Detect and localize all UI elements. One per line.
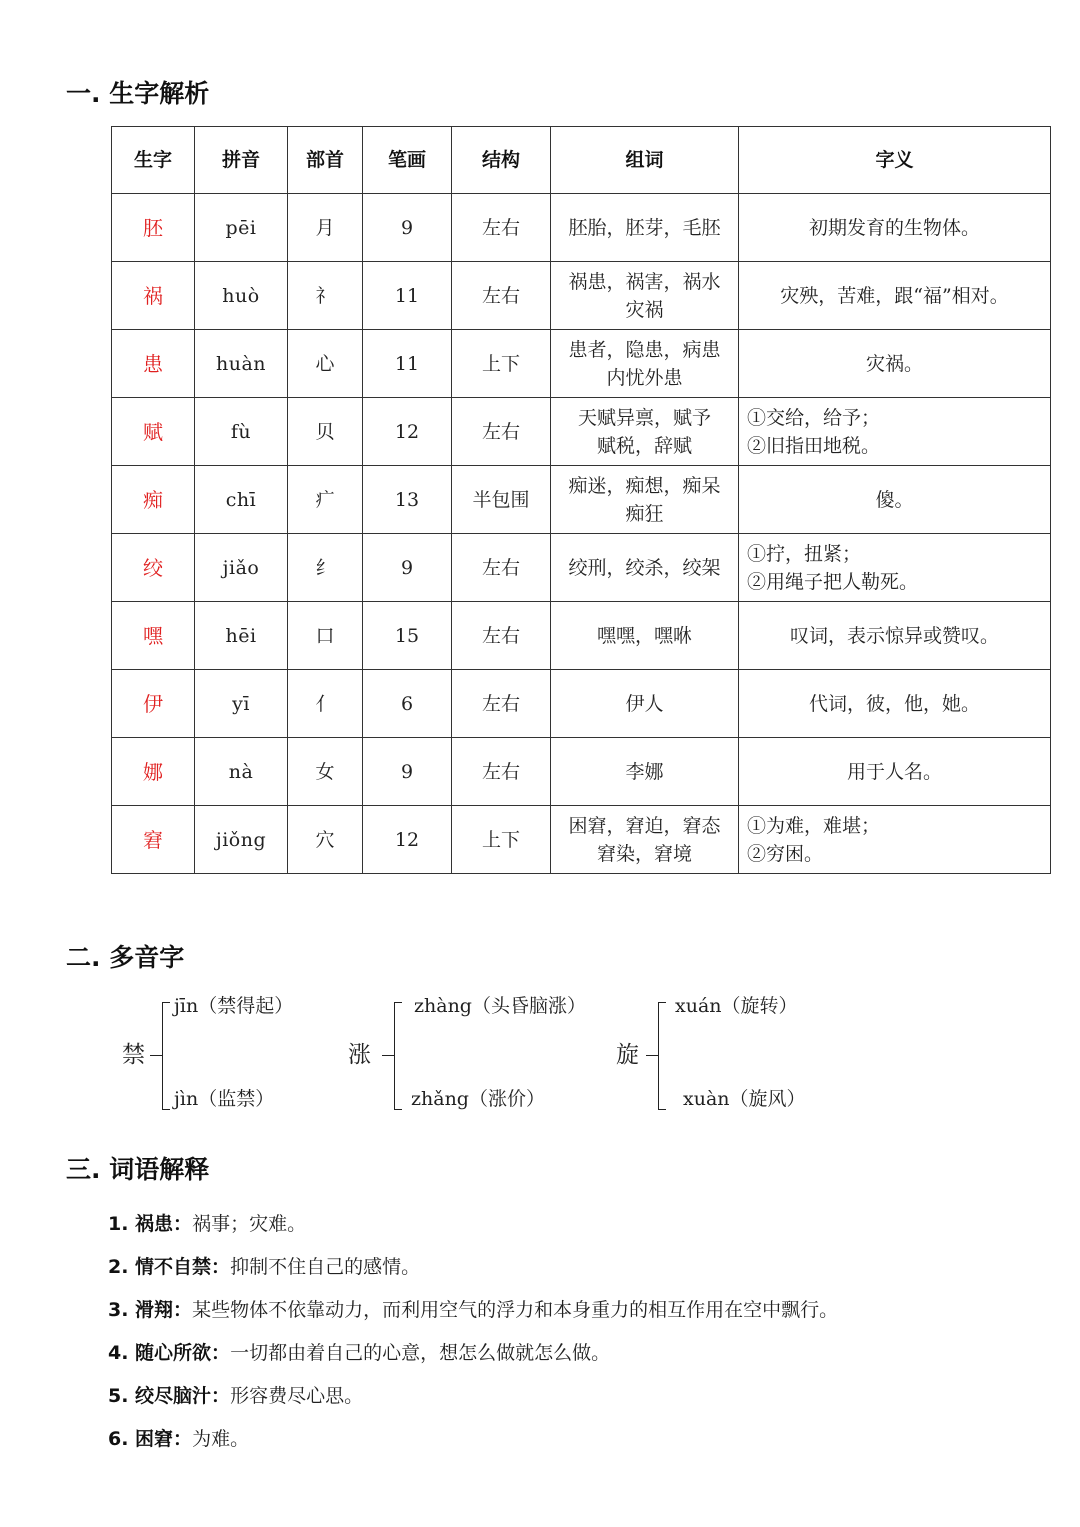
structure-cell: 上下 [452,330,551,398]
char-cell: 胚 [112,194,195,262]
structure-cell: 左右 [452,262,551,330]
word-line: 窘染，窘境 [596,842,692,865]
word-line: 伊人 [625,692,664,715]
meaning-line: ①拧，扭紧； [747,542,862,565]
polyphonic-reading: jīn（禁得起） [174,995,294,1017]
vocabulary-definition: 某些物体不依靠动力，而利用空气的浮力和本身重力的相互作用在空中飘行。 [192,1299,839,1321]
vocabulary-term: 4. 随心所欲： [108,1342,231,1364]
strokes-cell: 9 [363,534,452,602]
radical-cell: 贝 [288,398,363,466]
vocabulary-item [108,1418,838,1461]
vocabulary-item [108,1375,838,1418]
char-cell: 祸 [112,262,195,330]
radical-cell: 月 [288,194,363,262]
radical-cell: 礻 [288,262,363,330]
word-line: 祸患，祸害，祸水 [568,270,721,293]
meaning-cell [739,602,1051,670]
char-cell: 窘 [112,806,195,874]
meaning-line: 代词，彼，他，她。 [808,692,980,715]
meaning-cell [739,534,1051,602]
table-header-row [112,127,1051,194]
words-cell [551,398,739,466]
structure-cell: 半包围 [452,466,551,534]
meaning-line: ②用绳子把人勒死。 [747,570,919,593]
words-cell [551,738,739,806]
polyphonic-reading: jìn（监禁） [174,1088,275,1110]
radical-cell: 心 [288,330,363,398]
word-line: 困窘，窘迫，窘态 [568,814,721,837]
header-char: 生字 [112,127,195,194]
meaning-line: ①交给，给予； [747,406,881,429]
structure-cell: 左右 [452,602,551,670]
section-title-vocabulary: 三. 词语解释 [66,1155,210,1184]
strokes-cell: 6 [363,670,452,738]
brace [162,1002,170,1110]
brace-tick [150,1055,162,1056]
words-cell [551,602,739,670]
strokes-cell: 12 [363,398,452,466]
table-row [112,330,1051,398]
strokes-cell: 15 [363,602,452,670]
table-body [112,194,1051,874]
table-row [112,806,1051,874]
word-line: 内忧外患 [606,366,683,389]
meaning-line: 叹词，表示惊异或赞叹。 [789,624,999,647]
polyphonic-group [616,990,836,1115]
header-words: 组词 [551,127,739,194]
meaning-cell [739,398,1051,466]
polyphonic-group [348,990,608,1115]
pinyin-cell: hēi [195,602,288,670]
pinyin-cell: huò [195,262,288,330]
table-row [112,398,1051,466]
table-row [112,670,1051,738]
char-cell: 嘿 [112,602,195,670]
char-cell: 患 [112,330,195,398]
meaning-cell [739,738,1051,806]
char-cell: 娜 [112,738,195,806]
vocabulary-item [108,1289,838,1332]
vocabulary-item [108,1246,838,1289]
vocabulary-definition: 为难。 [192,1428,250,1450]
meaning-line: ①为难，难堪； [747,814,881,837]
word-line: 胚胎，胚芽，毛胚 [568,216,721,239]
polyphonic-reading: xuán（旋转） [675,995,798,1017]
structure-cell: 上下 [452,806,551,874]
vocabulary-item [108,1332,838,1375]
word-line: 李娜 [625,760,664,783]
word-line: 绞刑，绞杀，绞架 [568,556,721,579]
word-line: 嘿嘿，嘿咻 [596,624,692,647]
pinyin-cell: jiǎo [195,534,288,602]
strokes-cell: 9 [363,194,452,262]
polyphonic-char: 旋 [616,1042,639,1068]
word-line: 患者，隐患，病患 [568,338,721,361]
meaning-cell [739,806,1051,874]
polyphonic-char: 涨 [348,1042,371,1068]
word-line: 灾祸 [625,298,664,321]
word-line: 痴迷，痴想，痴呆 [568,474,721,497]
structure-cell: 左右 [452,670,551,738]
meaning-cell [739,262,1051,330]
vocabulary-item [108,1203,838,1246]
table-row [112,602,1051,670]
vocabulary-term: 1. 祸患： [108,1213,193,1235]
meaning-line: 灾祸。 [865,352,923,375]
radical-cell: 疒 [288,466,363,534]
brace-tick [382,1055,394,1056]
table-row [112,466,1051,534]
radical-cell: 亻 [288,670,363,738]
structure-cell: 左右 [452,738,551,806]
header-meaning: 字义 [739,127,1051,194]
pinyin-cell: fù [195,398,288,466]
radical-cell: 女 [288,738,363,806]
radical-cell: 口 [288,602,363,670]
pinyin-cell: chī [195,466,288,534]
words-cell [551,534,739,602]
strokes-cell: 9 [363,738,452,806]
strokes-cell: 11 [363,330,452,398]
pinyin-cell: nà [195,738,288,806]
meaning-cell [739,194,1051,262]
char-cell: 赋 [112,398,195,466]
structure-cell: 左右 [452,398,551,466]
pinyin-cell: huàn [195,330,288,398]
meaning-line: 傻。 [875,488,914,511]
meaning-line: 灾殃，苦难，跟“福”相对。 [780,284,1009,307]
pinyin-cell: pēi [195,194,288,262]
vocabulary-term: 5. 绞尽脑汁： [108,1385,231,1407]
words-cell [551,466,739,534]
header-strokes: 笔画 [363,127,452,194]
section-title-characters: 一. 生字解析 [66,79,210,108]
vocabulary-definition: 形容费尽心思。 [230,1385,364,1407]
vocabulary-term: 2. 情不自禁： [108,1256,231,1278]
header-structure: 结构 [452,127,551,194]
vocabulary-definition: 祸事；灾难。 [192,1213,307,1235]
radical-cell: 纟 [288,534,363,602]
character-table [111,126,1051,874]
words-cell [551,806,739,874]
header-pinyin: 拼音 [195,127,288,194]
polyphonic-reading: zhàng（头昏脑涨） [414,995,586,1017]
pinyin-cell: jiǒng [195,806,288,874]
polyphonic-reading: zhǎng（涨价） [411,1088,545,1110]
char-cell: 痴 [112,466,195,534]
table-row [112,534,1051,602]
strokes-cell: 12 [363,806,452,874]
words-cell [551,670,739,738]
vocabulary-term: 3. 滑翔： [108,1299,193,1321]
vocabulary-definition: 一切都由着自己的心意，想怎么做就怎么做。 [230,1342,611,1364]
word-line: 天赋异禀，赋予 [577,406,711,429]
vocabulary-definition: 抑制不住自己的感情。 [230,1256,421,1278]
brace [394,1002,402,1110]
strokes-cell: 13 [363,466,452,534]
table-row [112,262,1051,330]
word-line: 痴狂 [625,502,664,525]
meaning-cell [739,466,1051,534]
brace [658,1002,666,1110]
char-cell: 伊 [112,670,195,738]
words-cell [551,330,739,398]
brace-tick [646,1055,658,1056]
word-line: 赋税，辞赋 [596,434,692,457]
table-row [112,194,1051,262]
meaning-line: ②旧指田地税。 [747,434,881,457]
meaning-cell [739,330,1051,398]
structure-cell: 左右 [452,534,551,602]
vocabulary-term: 6. 困窘： [108,1428,193,1450]
strokes-cell: 11 [363,262,452,330]
table-row [112,738,1051,806]
meaning-line: 用于人名。 [846,760,942,783]
polyphonic-group [120,990,340,1115]
header-radical: 部首 [288,127,363,194]
structure-cell: 左右 [452,194,551,262]
meaning-line: 初期发育的生物体。 [808,216,980,239]
radical-cell: 穴 [288,806,363,874]
char-cell: 绞 [112,534,195,602]
words-cell [551,194,739,262]
words-cell [551,262,739,330]
polyphonic-reading: xuàn（旋风） [683,1088,806,1110]
section-title-polyphonic: 二. 多音字 [66,943,185,972]
meaning-line: ②穷困。 [747,842,824,865]
meaning-cell [739,670,1051,738]
pinyin-cell: yī [195,670,288,738]
vocabulary-list [108,1203,838,1461]
polyphonic-char: 禁 [122,1042,145,1068]
